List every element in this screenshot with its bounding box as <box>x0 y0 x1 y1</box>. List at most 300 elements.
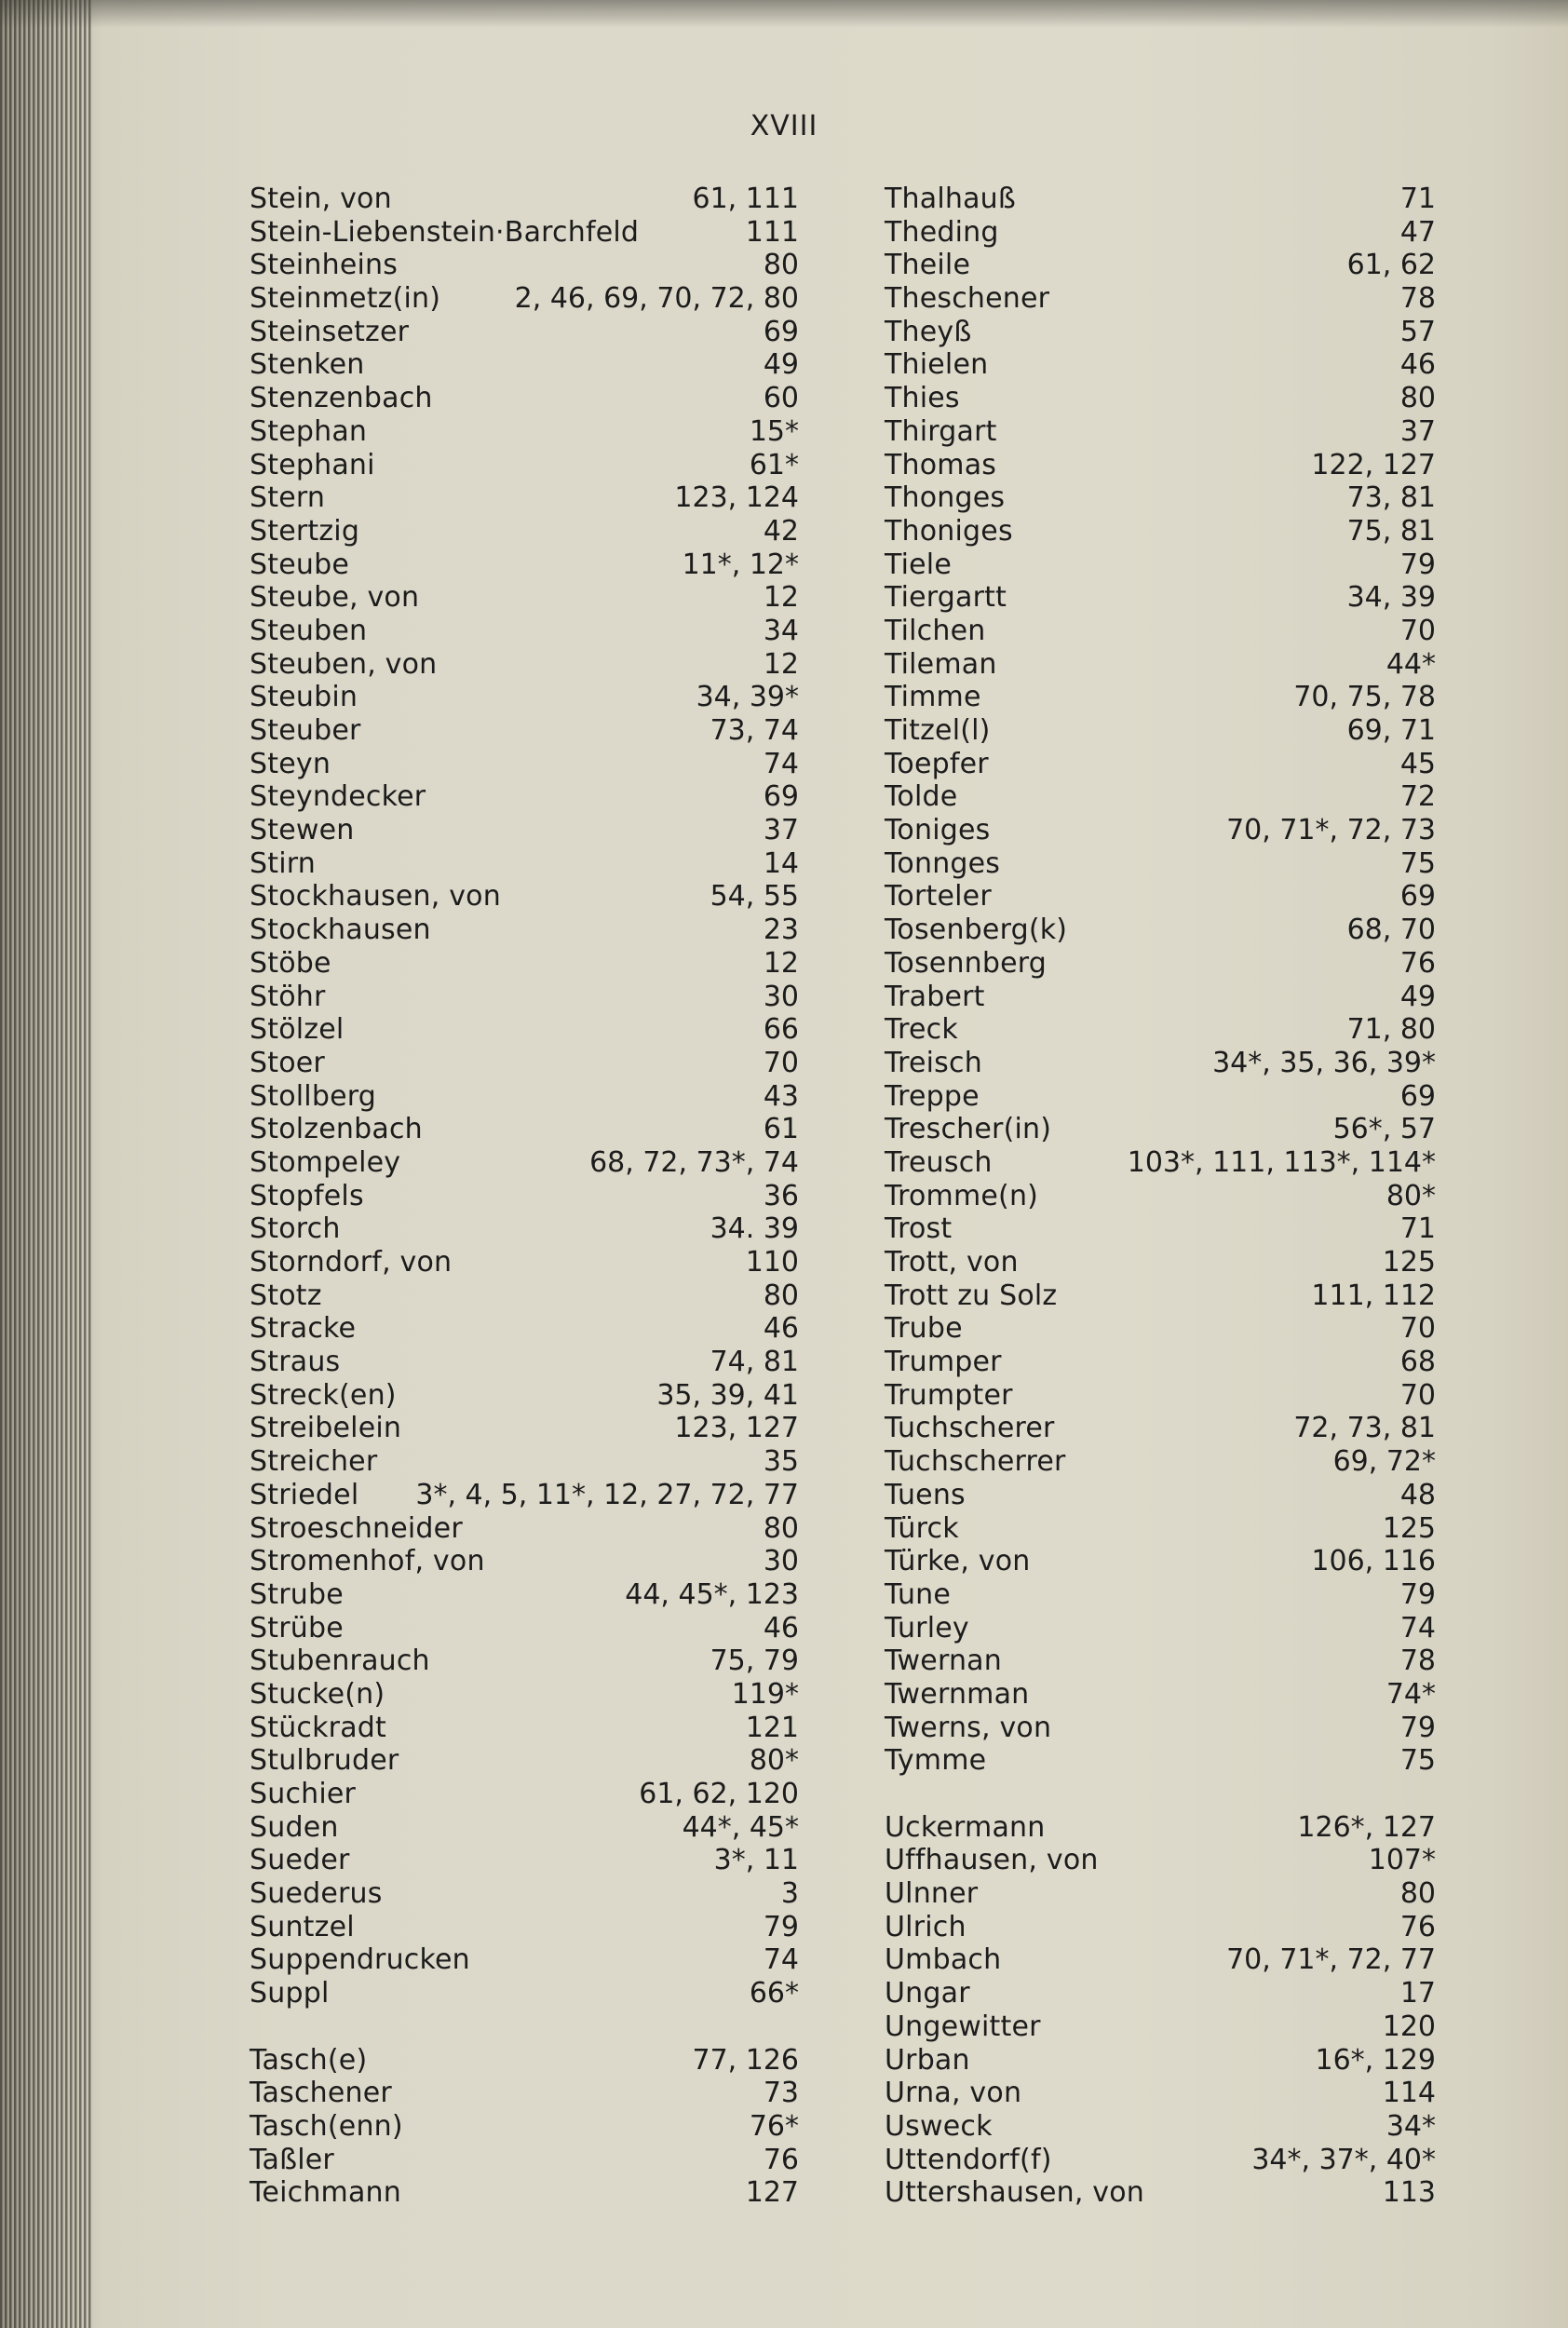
index-entry <box>250 1612 799 1645</box>
index-entry <box>885 981 1436 1014</box>
index-entry <box>885 1545 1436 1578</box>
index-entry <box>250 348 799 382</box>
index-entry-pages: 34*, 35, 36, 39* <box>1212 1046 1436 1079</box>
index-entry-name: Tuens <box>885 1478 966 1511</box>
index-entry <box>885 2077 1436 2110</box>
index-entry-name: Tosenberg(k) <box>885 914 1068 947</box>
index-entry-name: Stephani <box>250 448 375 481</box>
index-entry-name: Steinheins <box>250 249 399 282</box>
index-entry-name: Trumper <box>885 1346 1002 1379</box>
index-entry-name: Stöhr <box>250 980 326 1013</box>
index-entry-name: Stenzenbach <box>250 382 433 415</box>
index-entry-pages: 3*, 4, 5, 11*, 12, 27, 72, 77 <box>415 1478 799 1511</box>
index-entry-name: Stracke <box>250 1312 357 1346</box>
index-entry <box>885 1512 1436 1546</box>
index-entry <box>250 1911 799 1944</box>
index-entry <box>250 714 799 748</box>
index-entry <box>885 1180 1436 1213</box>
index-entry-name: Türke, von <box>885 1545 1031 1578</box>
index-entry-pages: 70 <box>1399 1378 1436 1412</box>
index-entry-name: Teichmann <box>250 2176 401 2210</box>
index-entry-name: Suppendrucken <box>250 1943 470 1977</box>
index-entry-pages: 12 <box>763 647 799 681</box>
index-entry-name: Treppe <box>885 1079 980 1113</box>
index-entry-name: Stopfels <box>250 1179 364 1212</box>
index-entry-pages: 11*, 12* <box>682 548 799 581</box>
index-entry <box>885 1811 1436 1845</box>
index-entry <box>250 1977 799 2010</box>
index-entry <box>885 814 1436 847</box>
index-entry-pages: 70 <box>1399 1312 1436 1346</box>
index-entry-name: Stompeley <box>250 1145 401 1179</box>
index-entry-name: Steubin <box>250 681 358 714</box>
index-entry-name: Strübe <box>250 1611 344 1644</box>
index-entry <box>885 714 1436 748</box>
index-entry-name: Steuben <box>250 614 368 647</box>
index-entry-pages: 34, 39 <box>1346 581 1436 615</box>
index-entry <box>885 1778 1436 1811</box>
index-entry-name: Stockhausen, von <box>250 880 501 914</box>
index-entry <box>250 249 799 282</box>
index-entry <box>250 1279 799 1313</box>
index-entry <box>250 1678 799 1712</box>
index-entry-pages: 75 <box>1399 846 1436 880</box>
index-entry-name: Storndorf, von <box>250 1246 453 1279</box>
index-entry-name: Stückradt <box>250 1711 387 1744</box>
index-entry <box>250 648 799 682</box>
index-entry-name: Timme <box>885 681 981 714</box>
index-entry-name: Steuber <box>250 714 361 747</box>
index-entry-name: Umbach <box>885 1943 1002 1977</box>
index-entry-name: Trube <box>885 1312 963 1346</box>
index-entry <box>250 415 799 449</box>
index-entry <box>250 2044 799 2078</box>
index-entry-pages: 23 <box>763 914 799 947</box>
index-entry-pages: 69 <box>763 315 799 348</box>
index-entry <box>885 581 1436 615</box>
index-entry-name: Tonnges <box>885 846 1001 880</box>
index-entry-name: Stulbruder <box>250 1744 399 1778</box>
index-entry-pages: 74* <box>1386 1677 1436 1711</box>
index-entry-pages: 71, 80 <box>1346 1013 1436 1047</box>
index-entry <box>885 515 1436 548</box>
index-entry-pages: 70, 75, 78 <box>1293 681 1436 714</box>
index-entry-pages: 70, 71*, 72, 77 <box>1226 1943 1436 1977</box>
index-entry <box>250 1811 799 1845</box>
index-entry-name: Streicher <box>250 1445 378 1479</box>
index-entry <box>250 183 799 216</box>
index-entry-pages: 76 <box>1399 1910 1436 1943</box>
index-entry <box>885 1246 1436 1279</box>
index-entry-pages: 69, 71 <box>1346 714 1436 747</box>
index-entry-pages: 69 <box>1399 880 1436 914</box>
index-entry-pages: 68 <box>1399 1346 1436 1379</box>
index-entry-pages: 61, 62, 120 <box>639 1778 799 1810</box>
index-entry-name: Trott, von <box>885 1246 1019 1279</box>
index-entry-pages: 74 <box>763 747 799 780</box>
index-entry-name: Suntzel <box>250 1910 355 1943</box>
index-entry-name: Theile <box>885 249 971 282</box>
index-entry <box>250 449 799 482</box>
index-entry <box>885 1080 1436 1114</box>
index-entry <box>250 1512 799 1546</box>
index-entry <box>250 2077 799 2110</box>
index-entry-name: Stollberg <box>250 1079 376 1113</box>
index-entry-name: Steube, von <box>250 581 420 615</box>
index-entry-name: Streibelein <box>250 1412 402 1445</box>
index-entry-pages: 75 <box>1399 1744 1436 1778</box>
index-entry <box>885 1113 1436 1146</box>
index-entry-pages: 75, 79 <box>710 1644 799 1678</box>
index-entry-name: Stephan <box>250 414 368 448</box>
index-entry-pages: 121 <box>745 1711 799 1744</box>
index-entry <box>885 316 1436 349</box>
index-entry-pages: 68, 72, 73*, 74 <box>589 1145 799 1179</box>
index-entry-pages: 73, 81 <box>1346 481 1436 515</box>
index-entry <box>250 914 799 947</box>
index-entry <box>250 814 799 847</box>
index-entry-name: Trumpter <box>885 1378 1013 1412</box>
index-entry-name: Tuchscherer <box>885 1412 1055 1445</box>
index-entry-pages: 111 <box>745 215 799 249</box>
index-entry-name: Trost <box>885 1212 953 1246</box>
index-entry-pages: 35 <box>763 1445 799 1479</box>
index-entry <box>885 780 1436 814</box>
index-entry-name: Treisch <box>885 1046 982 1079</box>
index-entry <box>250 481 799 515</box>
index-entry-pages: 75, 81 <box>1346 514 1436 548</box>
index-entry-name: Steuben, von <box>250 647 438 681</box>
index-entry-pages: 30 <box>763 980 799 1013</box>
index-entry <box>250 1578 799 1612</box>
index-entry-name: Tilchen <box>885 614 986 647</box>
index-entry-pages: 78 <box>1399 1644 1436 1678</box>
index-entry-name: Theschener <box>885 282 1050 316</box>
index-entry-pages: 71 <box>1399 1212 1436 1246</box>
index-entry-pages: 110 <box>745 1246 799 1279</box>
index-entry-name: Stein, von <box>250 183 392 215</box>
index-entry <box>250 1479 799 1512</box>
index-entry-name: Ulrich <box>885 1910 966 1943</box>
index-entry <box>885 1047 1436 1080</box>
index-entry-pages: 34* <box>1386 2109 1436 2143</box>
index-entry-name: Storch <box>250 1212 341 1246</box>
index-entry-name: Twerns, von <box>885 1711 1052 1744</box>
index-entry <box>250 1113 799 1146</box>
index-entry <box>250 1346 799 1379</box>
index-entry-name: Suppl <box>250 1977 330 2010</box>
index-entry-name: Stertzig <box>250 514 360 548</box>
index-entry <box>885 847 1436 881</box>
index-entry-name: Stöbe <box>250 946 331 980</box>
index-entry-name: Steube <box>250 548 349 581</box>
index-entry-name: Taßler <box>250 2143 334 2176</box>
index-entry-pages: 3*, 11 <box>713 1844 799 1877</box>
index-entry <box>250 1744 799 1778</box>
index-entry-pages: 127 <box>745 2176 799 2210</box>
book-spine <box>0 0 93 2328</box>
index-entry-pages: 61 <box>763 1113 799 1146</box>
index-entry <box>250 947 799 981</box>
index-entry-name: Streck(en) <box>250 1378 397 1412</box>
index-entry-name: Urna, von <box>885 2077 1022 2110</box>
index-entry-pages: 30 <box>763 1545 799 1578</box>
index-entry-name: Stenken <box>250 348 365 382</box>
index-entry-name: Tiele <box>885 548 952 581</box>
index-entry-name: Tune <box>885 1577 952 1611</box>
index-entry <box>885 548 1436 582</box>
index-entry-pages: 46 <box>763 1312 799 1346</box>
index-entry-name: Ungewitter <box>885 2010 1041 2043</box>
index-entry <box>250 780 799 814</box>
index-entry-pages: 49 <box>1399 980 1436 1013</box>
index-entry-name: Twernman <box>885 1677 1030 1711</box>
index-entry-pages: 123, 124 <box>674 481 799 515</box>
index-entry-name: Theding <box>885 215 999 249</box>
index-entry-pages: 79 <box>1399 1577 1436 1611</box>
index-entry <box>250 316 799 349</box>
index-entry-pages: 34. 39 <box>710 1212 799 1246</box>
index-entry-pages: 107* <box>1368 1844 1436 1877</box>
index-entry <box>250 981 799 1014</box>
index-entry-name: Uckermann <box>885 1810 1046 1844</box>
index-entry-name: Treck <box>885 1013 958 1047</box>
index-entry <box>250 2110 799 2144</box>
index-entry-pages: 37 <box>1399 414 1436 448</box>
index-entry-name: Tileman <box>885 647 997 681</box>
index-entry <box>885 1612 1436 1645</box>
index-entry <box>885 1279 1436 1313</box>
index-entry-pages: 43 <box>763 1079 799 1113</box>
index-entry <box>250 681 799 714</box>
index-entry <box>250 615 799 648</box>
index-entry <box>885 681 1436 714</box>
index-entry <box>250 1844 799 1877</box>
index-entry <box>885 382 1436 415</box>
index-entry-name: Tromme(n) <box>885 1179 1039 1212</box>
index-entry <box>250 748 799 781</box>
index-entry-pages: 79 <box>1399 548 1436 581</box>
index-entry-pages: 78 <box>1399 282 1436 316</box>
index-entry <box>885 880 1436 914</box>
index-entry-name: Stölzel <box>250 1013 345 1047</box>
index-entry-pages: 44*, 45* <box>682 1810 799 1844</box>
index-entry <box>885 947 1436 981</box>
index-entry-pages: 80* <box>749 1744 799 1778</box>
index-entry <box>885 2110 1436 2144</box>
index-entry-name: Ungar <box>885 1977 970 2010</box>
index-entry-name: Strube <box>250 1577 344 1611</box>
index-entry-pages: 47 <box>1399 215 1436 249</box>
index-entry <box>250 1047 799 1080</box>
index-entry-name: Twernan <box>885 1644 1002 1678</box>
index-entry-pages: 48 <box>1399 1478 1436 1511</box>
index-entry-pages: 72 <box>1399 780 1436 814</box>
index-entry-pages: 80 <box>763 249 799 282</box>
index-entry-pages: 80 <box>763 1511 799 1545</box>
index-entry-pages: 34, 39* <box>696 681 799 714</box>
index-entry <box>250 1644 799 1678</box>
index-entry-pages: 70 <box>763 1046 799 1079</box>
index-entry-pages: 70, 71*, 72, 73 <box>1226 814 1436 847</box>
index-entry <box>250 1212 799 1246</box>
index-entry-pages: 80 <box>763 1279 799 1312</box>
index-entry-pages: 12 <box>763 946 799 980</box>
index-entry <box>250 1778 799 1811</box>
index-entry-pages: 106, 116 <box>1311 1545 1436 1578</box>
index-entry-name: Trescher(in) <box>885 1113 1052 1146</box>
index-entry-pages: 17 <box>1399 1977 1436 2010</box>
index-entry-pages: 79 <box>1399 1711 1436 1744</box>
index-entry <box>885 216 1436 250</box>
index-entry-pages: 34*, 37*, 40* <box>1251 2143 1436 2176</box>
index-entry-pages: 80 <box>1399 1877 1436 1911</box>
index-entry <box>250 515 799 548</box>
index-entry <box>885 1744 1436 1778</box>
index-entry <box>250 581 799 615</box>
index-entry-name: Thomas <box>885 448 997 481</box>
index-entry-name: Stotz <box>250 1279 322 1312</box>
index-entry <box>250 382 799 415</box>
index-entry-pages: 76* <box>749 2109 799 2143</box>
index-entry <box>885 914 1436 947</box>
index-entry-pages: 76 <box>1399 946 1436 980</box>
index-entry <box>885 1412 1436 1445</box>
index-entry-name: Usweck <box>885 2109 993 2143</box>
index-entry-pages: 126*, 127 <box>1297 1810 1436 1844</box>
index-entry-name: Turley <box>885 1611 969 1644</box>
index-entry-pages: 46 <box>1399 348 1436 382</box>
index-entry-name: Thielen <box>885 348 989 382</box>
index-entry-pages: 16*, 129 <box>1315 2043 1436 2077</box>
index-entry <box>885 1678 1436 1712</box>
index-entry-name: Treusch <box>885 1145 993 1179</box>
index-entry-pages: 103*, 111, 113*, 114* <box>1127 1145 1436 1179</box>
index-entry-pages: 73, 74 <box>710 714 799 747</box>
index-entry-pages: 68, 70 <box>1346 914 1436 947</box>
index-entry <box>885 2176 1436 2210</box>
index-entry-name: Straus <box>250 1346 341 1379</box>
index-entry <box>885 1712 1436 1745</box>
index-entry-pages: 34 <box>763 614 799 647</box>
page-top-shadow <box>0 0 1568 28</box>
index-entry <box>885 1212 1436 1246</box>
index-entry-pages: 14 <box>763 846 799 880</box>
index-entry <box>885 481 1436 515</box>
index-entry-pages: 45 <box>1399 747 1436 780</box>
index-entry-pages: 54, 55 <box>710 880 799 914</box>
page-number: XVIII <box>750 110 818 142</box>
index-entry-name: Theyß <box>885 315 972 348</box>
index-entry-name: Torteler <box>885 880 992 914</box>
index-entry-name: Tuchscherrer <box>885 1445 1066 1479</box>
index-entry-name: Stromenhof, von <box>250 1545 485 1578</box>
index-entry-pages: 119* <box>731 1677 799 1711</box>
index-entry <box>250 2144 799 2177</box>
index-entry-name: Thalhauß <box>885 183 1016 215</box>
index-entry-pages: 114 <box>1382 2077 1436 2110</box>
index-entry-pages: 56*, 57 <box>1332 1113 1436 1146</box>
index-entry-name: Stoer <box>250 1046 325 1079</box>
index-entry-name: Stein-Liebenstein·Barchfeld <box>250 215 640 249</box>
index-entry <box>885 449 1436 482</box>
index-entry-name: Suederus <box>250 1877 383 1911</box>
index-entry <box>885 1644 1436 1678</box>
index-entry <box>885 748 1436 781</box>
index-entry <box>250 216 799 250</box>
index-entry <box>250 1412 799 1445</box>
index-entry <box>885 1943 1436 1977</box>
index-entry-name: Tosennberg <box>885 946 1048 980</box>
index-entry-name: Uffhausen, von <box>885 1844 1099 1877</box>
index-entry-pages: 61* <box>749 448 799 481</box>
index-entry-name: Trabert <box>885 980 985 1013</box>
index-entry-pages: 120 <box>1382 2010 1436 2043</box>
index-entry <box>885 648 1436 682</box>
index-entry-name: Stubenrauch <box>250 1644 430 1678</box>
index-entry <box>250 1712 799 1745</box>
index-entry-pages: 37 <box>763 814 799 847</box>
index-entry-name: Sueder <box>250 1844 350 1877</box>
index-entry-pages: 74, 81 <box>710 1346 799 1379</box>
index-entry <box>250 1877 799 1911</box>
index-entry <box>885 1146 1436 1180</box>
index-entry-name: Tymme <box>885 1744 987 1778</box>
index-entry <box>885 1312 1436 1346</box>
index-entry <box>885 1379 1436 1413</box>
index-entry-pages: 44* <box>1386 647 1436 681</box>
index-entry-name: Steinmetz(in) <box>250 282 441 316</box>
index-entry-name: Tasch(enn) <box>250 2109 403 2143</box>
index-entry-pages: 66 <box>763 1013 799 1047</box>
index-entry <box>250 1545 799 1578</box>
index-entry-name: Taschener <box>250 2077 392 2110</box>
index-entry <box>885 1977 1436 2010</box>
index-entry-name: Suchier <box>250 1778 357 1810</box>
index-entry-name: Stirn <box>250 846 316 880</box>
index-column-left <box>250 183 799 2210</box>
index-entry-pages: 44, 45*, 123 <box>625 1577 799 1611</box>
index-entry-name: Türck <box>885 1511 959 1545</box>
index-entry-pages: 61, 111 <box>692 183 799 215</box>
index-entry-pages: 42 <box>763 514 799 548</box>
index-entry <box>885 415 1436 449</box>
index-entry-name: Urban <box>885 2043 970 2077</box>
index-entry <box>885 1479 1436 1512</box>
index-entry-name: Stewen <box>250 814 355 847</box>
index-entry <box>885 1578 1436 1612</box>
index-entry-name: Stern <box>250 481 326 515</box>
index-entry <box>885 1877 1436 1911</box>
index-entry-pages: 3 <box>780 1877 799 1911</box>
index-entry-pages: 125 <box>1382 1246 1436 1279</box>
index-entry-pages: 125 <box>1382 1511 1436 1545</box>
index-entry-pages: 80* <box>1386 1179 1436 1212</box>
index-column-right <box>885 183 1436 2210</box>
index-entry-name: Suden <box>250 1810 339 1844</box>
index-entry-pages: 111, 112 <box>1311 1279 1436 1312</box>
index-entry-pages: 72, 73, 81 <box>1293 1412 1436 1445</box>
index-entry-pages: 69 <box>763 780 799 814</box>
index-entry <box>885 1445 1436 1479</box>
index-entry <box>885 2044 1436 2078</box>
index-entry-name: Stucke(n) <box>250 1677 385 1711</box>
index-entry <box>250 1080 799 1114</box>
index-entry <box>885 1911 1436 1944</box>
index-entry-pages: 69, 72* <box>1332 1445 1436 1479</box>
index-entry-pages: 61, 62 <box>1346 249 1436 282</box>
index-entry <box>250 880 799 914</box>
